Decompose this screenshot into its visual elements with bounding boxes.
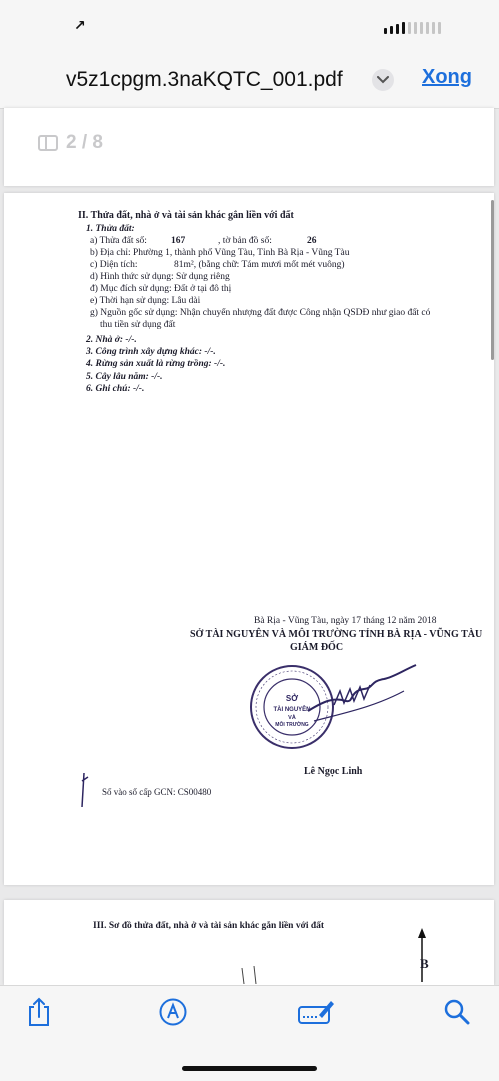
item-1-heading: 1. Thửa đất: — [86, 224, 135, 234]
document-title[interactable]: v5z1cpgm.3naKQTC_001.pdf — [66, 68, 343, 91]
handwritten-signature — [304, 661, 424, 731]
svg-text:TÀI NGUYÊN: TÀI NGUYÊN — [273, 707, 311, 713]
page-indicator-label: 2 / 8 — [66, 132, 103, 153]
area-value: 81m², (bằng chữ: Tám mươi mốt mét vuông) — [174, 260, 345, 270]
origin-line-2: thu tiền sử dụng đất — [100, 320, 176, 330]
north-arrow-icon — [412, 926, 432, 984]
director-title: GIÁM ĐỐC — [290, 642, 344, 653]
annotate-icon[interactable] — [296, 995, 336, 1029]
svg-text:MÔI TRƯỜNG: MÔI TRƯỜNG — [275, 722, 309, 728]
signer-name: Lê Ngọc Linh — [304, 766, 363, 777]
usage-purpose-line: đ) Mục đích sử dụng: Đất ở tại đô thị — [90, 284, 232, 294]
item-5-perennial: 5. Cây lâu năm: -/-. — [86, 372, 163, 382]
chevron-down-icon[interactable] — [372, 69, 394, 91]
item-4-forest: 4. Rừng sản xuất là rừng trồng: -/-. — [86, 359, 226, 369]
sidebar-icon — [38, 135, 58, 151]
north-label: B — [420, 956, 429, 971]
margin-mark — [78, 771, 98, 811]
parcel-number-label: a) Thửa đất số: — [90, 236, 147, 246]
svg-text:VÀ: VÀ — [288, 715, 296, 721]
item-3-construction: 3. Công trình xây dựng khác: -/-. — [86, 347, 216, 357]
share-icon[interactable] — [22, 995, 56, 1029]
map-lines — [234, 962, 274, 986]
registry-number: Số vào sổ cấp GCN: CS00480 — [102, 787, 212, 797]
agency-name: SỞ TÀI NGUYÊN VÀ MÔI TRƯỜNG TỈNH BÀ RỊA - VŨNG TÀU — [190, 629, 483, 640]
area-label: c) Diện tích: — [90, 260, 138, 270]
cellular-signal-icon — [384, 18, 441, 34]
page-indicator — [38, 132, 103, 154]
usage-term-line: e) Thời hạn sử dụng: Lâu dài — [90, 296, 201, 306]
parcel-number-value: 167 — [171, 236, 186, 246]
signal-indicator: ↗ — [74, 18, 85, 34]
map-number-label: , tờ bản đồ số: — [218, 236, 272, 246]
markup-icon[interactable] — [156, 995, 190, 1029]
done-button[interactable]: Xong — [422, 66, 472, 88]
date-line: Bà Rịa - Vũng Tàu, ngày 17 tháng 12 năm 2018 — [254, 616, 437, 626]
pdf-page-3 — [4, 900, 494, 985]
pdf-page-2 — [4, 193, 494, 885]
item-6-notes: 6. Ghi chú: -/-. — [86, 384, 145, 394]
origin-line-1: g) Nguồn gốc sử dụng: Nhận chuyển nhượng đất được Công nhận QSDĐ như giao đất có — [90, 308, 431, 318]
usage-form-line: d) Hình thức sử dụng: Sử dụng riêng — [90, 272, 230, 282]
search-icon[interactable] — [440, 995, 474, 1029]
svg-text:SỞ: SỞ — [285, 694, 299, 703]
map-number-value: 26 — [307, 236, 317, 246]
section-2-title: II. Thửa đất, nhà ở và tài sản khác gắn liền với đất — [78, 210, 294, 221]
section-3-title: III. Sơ đồ thửa đất, nhà ở và tài sản khác gắn liền với đất — [93, 921, 325, 931]
scrollbar[interactable] — [491, 200, 494, 360]
home-indicator[interactable] — [182, 1066, 317, 1071]
item-2-house: 2. Nhà ở: -/-. — [86, 335, 137, 345]
address-line: b) Địa chỉ: Phường 1, thành phố Vũng Tàu, Tỉnh Bà Rịa - Vũng Tàu — [90, 248, 350, 258]
